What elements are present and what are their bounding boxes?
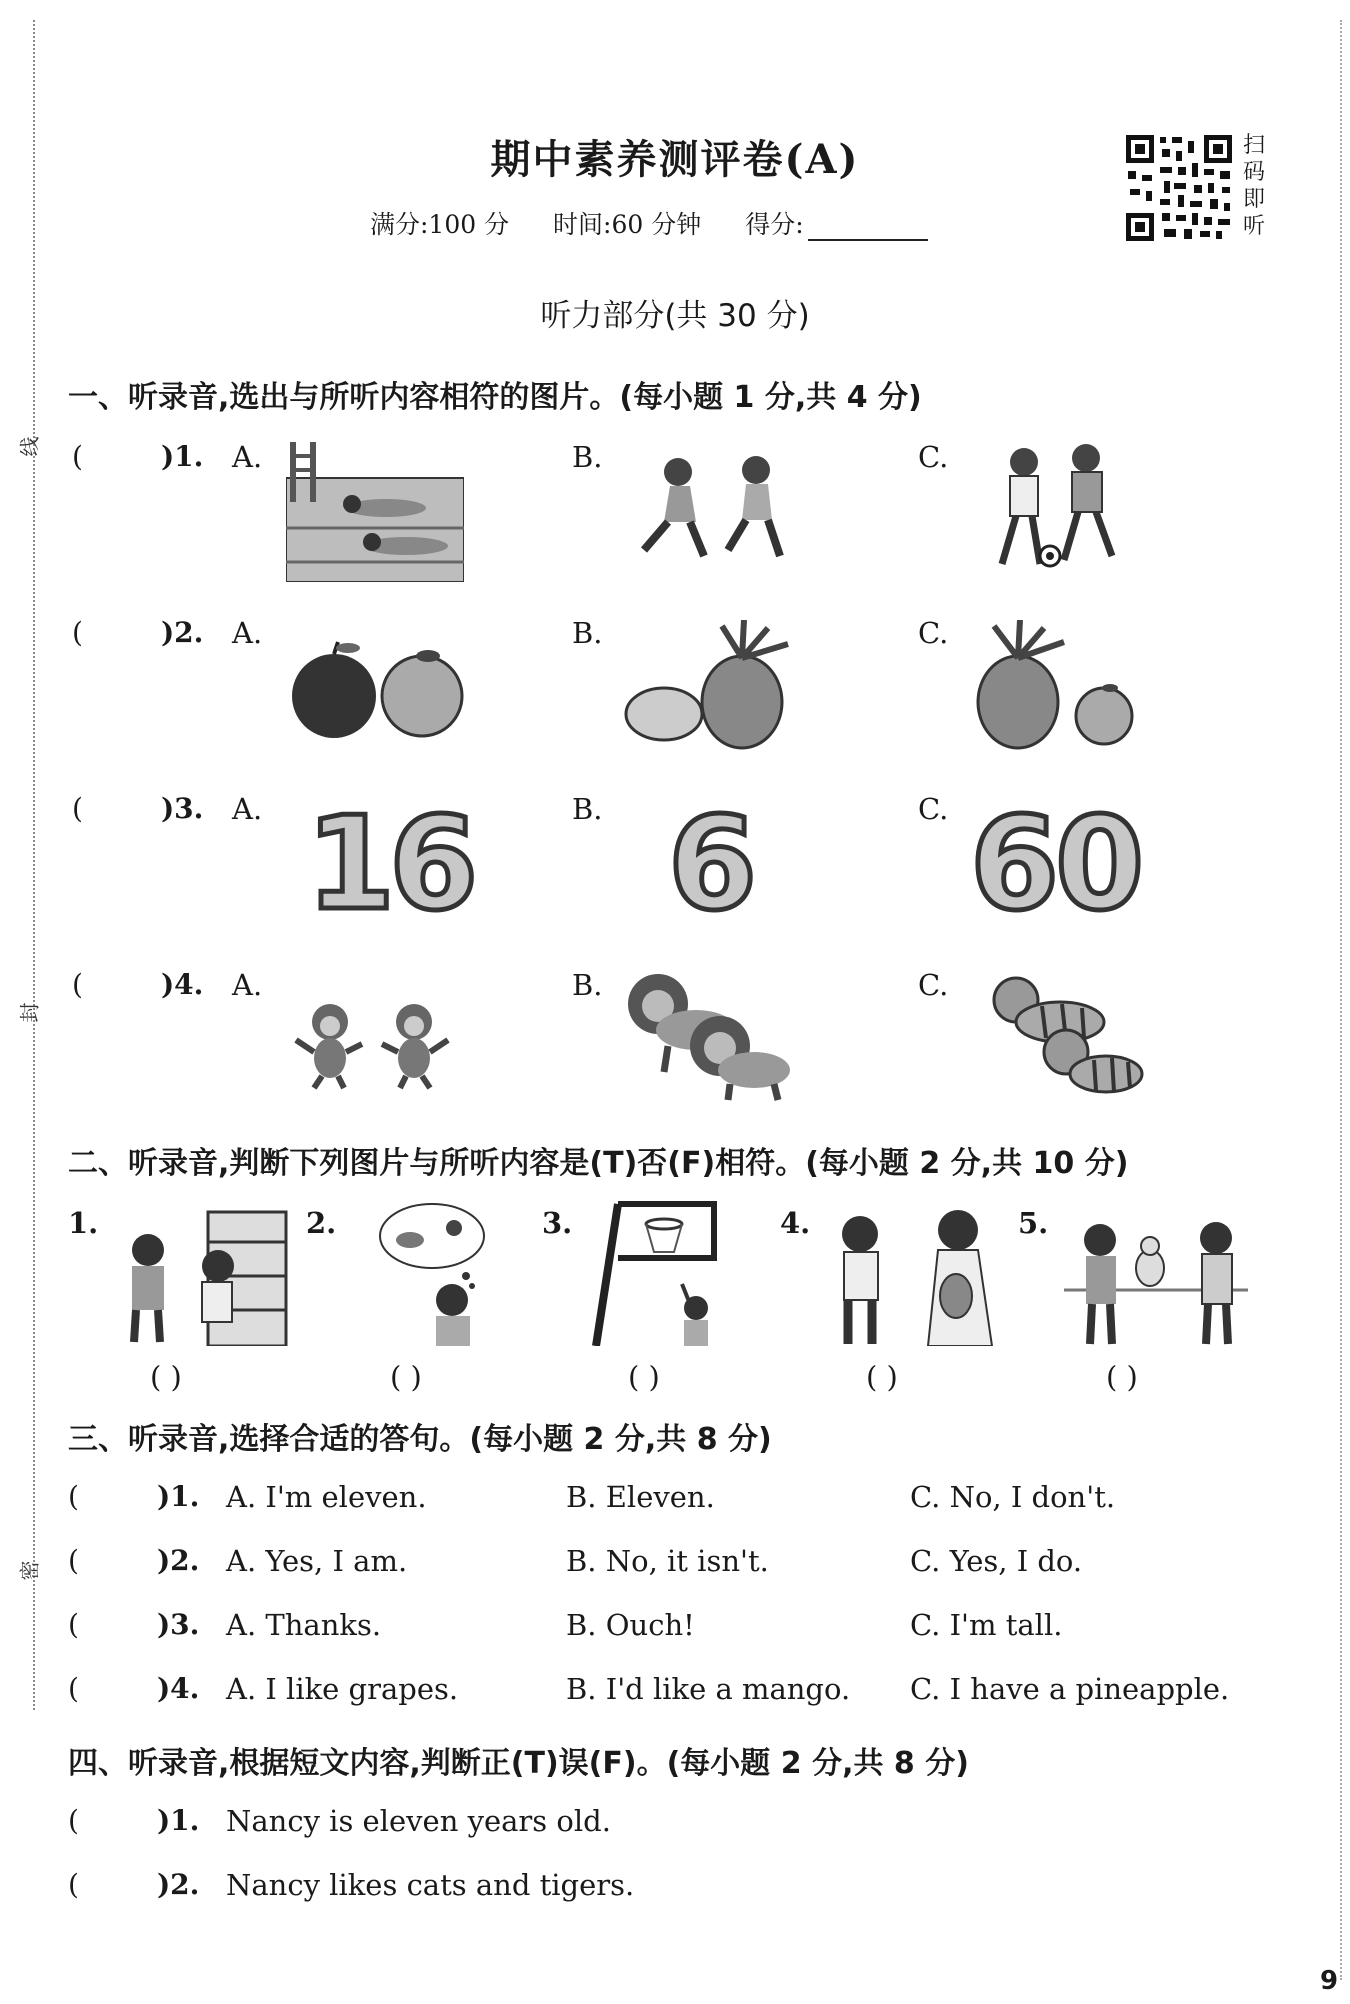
basketball-hoop-icon[interactable] <box>592 1200 722 1346</box>
option-a: A. Thanks. <box>226 1608 382 1642</box>
answer-paren[interactable]: ( )2. <box>72 616 204 649</box>
roller-skating-icon[interactable] <box>620 452 800 572</box>
children-cat-icon[interactable] <box>1064 1222 1248 1346</box>
option-b: B. Ouch! <box>566 1608 695 1642</box>
apple-orange-icon[interactable] <box>288 640 464 740</box>
lions-icon[interactable] <box>624 972 794 1102</box>
option-label: A. <box>232 792 263 826</box>
time-limit: 时间:60 分钟 <box>553 210 702 239</box>
score-label: 得分: <box>745 210 804 239</box>
number-16[interactable]: 16 <box>306 790 473 939</box>
page-title: 期中素养测评卷(A) <box>490 136 860 183</box>
binding-line <box>33 20 35 1710</box>
option-label: C. <box>918 616 949 650</box>
section-2-heading: 二、听录音,判断下列图片与所听内容是(T)否(F)相符。(每小题 2 分,共 10 分) <box>68 1146 1129 1181</box>
option-a: A. Yes, I am. <box>226 1544 408 1578</box>
option-label: C. <box>918 792 949 826</box>
option-label: A. <box>232 968 263 1002</box>
option-label: B. <box>572 792 603 826</box>
number-6[interactable]: 6 <box>668 790 758 939</box>
pineapple-orange-icon[interactable] <box>972 620 1140 750</box>
section-3-heading: 三、听录音,选择合适的答句。(每小题 2 分,共 8 分) <box>68 1422 772 1457</box>
option-c: C. No, I don't. <box>910 1480 1116 1514</box>
answer-paren[interactable]: ( )2. <box>68 1868 200 1901</box>
answer-paren[interactable]: ( )4. <box>68 1672 200 1705</box>
option-label: B. <box>572 440 603 474</box>
option-a: A. I'm eleven. <box>226 1480 427 1514</box>
item-number: 5. <box>1018 1206 1049 1240</box>
exam-info <box>370 205 964 241</box>
answer-paren[interactable]: ( )4. <box>72 968 204 1001</box>
qr-code-icon[interactable] <box>1124 133 1234 243</box>
answer-paren[interactable]: ( ) <box>628 1360 660 1394</box>
listening-part-title: 听力部分(共 30 分) <box>540 298 810 334</box>
option-label: A. <box>232 440 263 474</box>
answer-paren[interactable]: ( ) <box>150 1360 182 1394</box>
margin-char-mi: 密 <box>17 1560 42 1581</box>
section-1-heading: 一、听录音,选出与所听内容相符的图片。(每小题 1 分,共 4 分) <box>68 380 922 415</box>
swimming-pool-icon[interactable] <box>286 442 464 582</box>
option-label: A. <box>232 616 263 650</box>
option-b: B. No, it isn't. <box>566 1544 769 1578</box>
mango-pineapple-icon[interactable] <box>624 620 804 750</box>
item-number: 1. <box>68 1206 99 1240</box>
margin-char-feng: 封 <box>17 1002 42 1023</box>
answer-paren[interactable]: ( )3. <box>72 792 204 825</box>
boy-at-shelf-icon[interactable] <box>112 1206 290 1346</box>
boy-thinking-dog-icon[interactable] <box>376 1200 506 1346</box>
full-score: 满分:100 分 <box>370 210 510 239</box>
page-number: 9 <box>1320 1966 1339 1996</box>
answer-paren[interactable]: ( ) <box>866 1360 898 1394</box>
football-icon[interactable] <box>982 444 1136 578</box>
item-number: 4. <box>780 1206 811 1240</box>
option-b: B. I'd like a mango. <box>566 1672 851 1706</box>
answer-paren[interactable]: ( ) <box>390 1360 422 1394</box>
tigers-icon[interactable] <box>986 972 1146 1102</box>
option-c: C. I have a pineapple. <box>910 1672 1230 1706</box>
girls-grapes-icon[interactable] <box>834 1210 1004 1346</box>
score-blank[interactable] <box>808 215 928 241</box>
section-4-heading: 四、听录音,根据短文内容,判断正(T)误(F)。(每小题 2 分,共 8 分) <box>68 1746 969 1781</box>
option-b: B. Eleven. <box>566 1480 715 1514</box>
monkeys-icon[interactable] <box>290 1000 460 1090</box>
answer-paren[interactable]: ( )3. <box>68 1608 200 1641</box>
margin-char-xian: 线 <box>17 436 42 457</box>
item-number: 3. <box>542 1206 573 1240</box>
answer-paren[interactable]: ( )1. <box>68 1804 200 1837</box>
option-c: C. Yes, I do. <box>910 1544 1083 1578</box>
answer-paren[interactable]: ( ) <box>1106 1360 1138 1394</box>
answer-paren[interactable]: ( )2. <box>68 1544 200 1577</box>
statement-text: Nancy likes cats and tigers. <box>226 1868 635 1902</box>
option-a: A. I like grapes. <box>226 1672 459 1706</box>
option-c: C. I'm tall. <box>910 1608 1063 1642</box>
number-60[interactable]: 60 <box>970 790 1141 939</box>
option-label: C. <box>918 968 949 1002</box>
item-number: 2. <box>306 1206 337 1240</box>
answer-paren[interactable]: ( )1. <box>68 1480 200 1513</box>
option-label: C. <box>918 440 949 474</box>
statement-text: Nancy is eleven years old. <box>226 1804 611 1838</box>
option-label: B. <box>572 616 603 650</box>
option-label: B. <box>572 968 603 1002</box>
qr-caption: 扫 码 即 听 <box>1243 133 1266 239</box>
answer-paren[interactable]: ( )1. <box>72 440 204 473</box>
